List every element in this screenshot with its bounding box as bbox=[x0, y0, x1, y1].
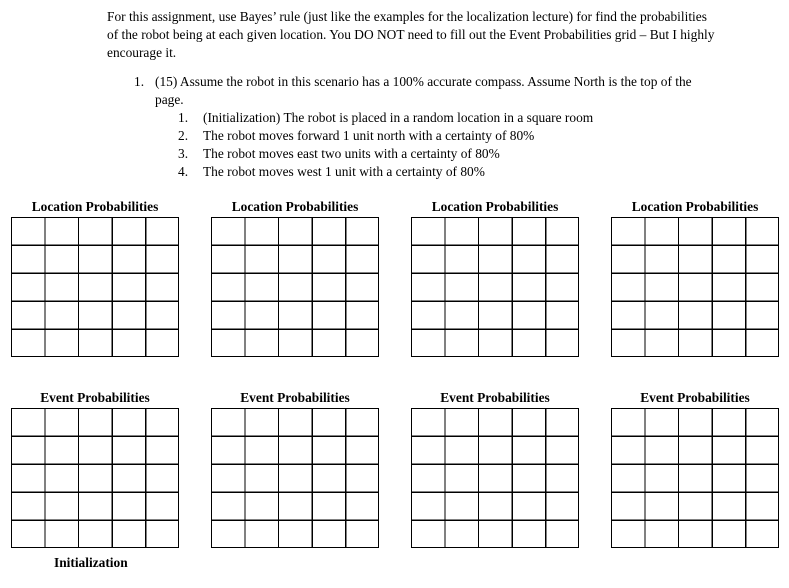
step-item bbox=[178, 127, 534, 145]
event-probability-grid[interactable] bbox=[11, 408, 179, 548]
location-probabilities-label: Location Probabilities bbox=[631, 199, 759, 214]
initialization-caption: Initialization bbox=[54, 555, 128, 570]
location-probability-grid[interactable] bbox=[411, 217, 579, 357]
step-text: The robot moves east two units with a certainty of 80% bbox=[203, 146, 500, 161]
step-number: 2. bbox=[178, 128, 189, 143]
step-item bbox=[178, 145, 500, 163]
location-probabilities-label: Location Probabilities bbox=[431, 199, 559, 214]
location-probability-grid[interactable] bbox=[11, 217, 179, 357]
location-probabilities-label: Location Probabilities bbox=[231, 199, 359, 214]
event-probability-grid[interactable] bbox=[611, 408, 779, 548]
event-probabilities-label: Event Probabilities bbox=[640, 390, 750, 405]
step-text: (Initialization) The robot is placed in a random location in a square room bbox=[203, 110, 594, 125]
location-probability-grid[interactable] bbox=[611, 217, 779, 357]
assignment-instructions: For this assignment, use Bayes’ rule (just like the examples for the localization lecture) for find the probabilities of the robot being at each given location. You DO NOT need to fill out the Event Probabilities grid – But I highly encourage it. bbox=[107, 9, 715, 60]
event-probability-grid[interactable] bbox=[211, 408, 379, 548]
step-number: 3. bbox=[178, 146, 189, 161]
location-probabilities-label: Location Probabilities bbox=[31, 199, 159, 214]
event-probability-grid[interactable] bbox=[411, 408, 579, 548]
event-probabilities-label: Event Probabilities bbox=[240, 390, 350, 405]
step-number: 4. bbox=[178, 164, 189, 179]
step-item bbox=[178, 109, 593, 127]
step-number: 1. bbox=[178, 110, 189, 125]
location-probability-grid[interactable] bbox=[211, 217, 379, 357]
event-probabilities-label: Event Probabilities bbox=[40, 390, 150, 405]
step-text: The robot moves forward 1 unit north with a certainty of 80% bbox=[203, 128, 535, 143]
step-text: The robot moves west 1 unit with a certainty of 80% bbox=[203, 164, 485, 179]
question-number: 1. bbox=[134, 74, 145, 89]
question-text: (15) Assume the robot in this scenario has a 100% accurate compass. Assume North is the top of the page. bbox=[155, 74, 692, 107]
step-item bbox=[178, 163, 485, 181]
event-probabilities-label: Event Probabilities bbox=[440, 390, 550, 405]
